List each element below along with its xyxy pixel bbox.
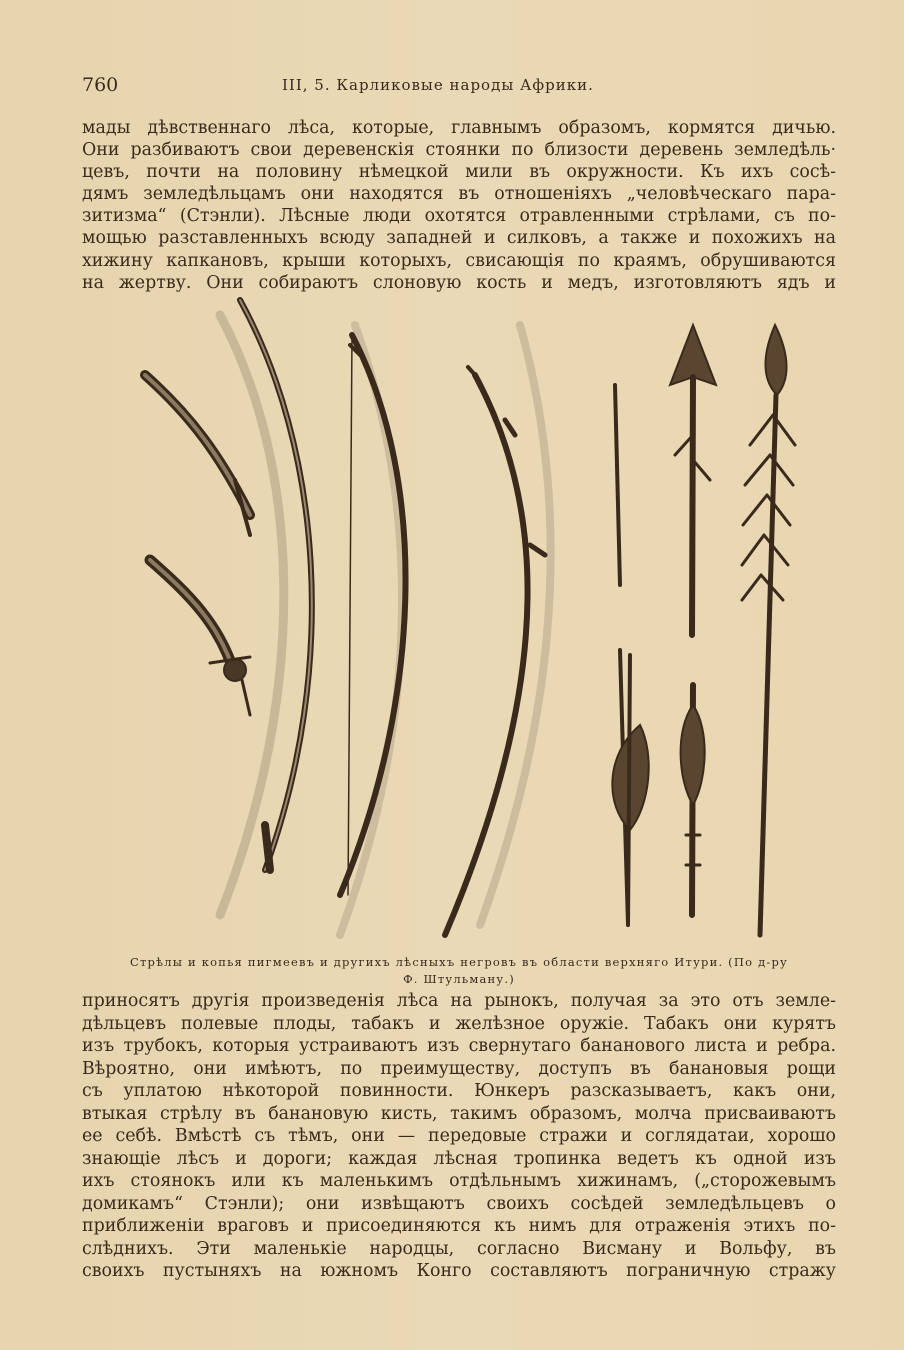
top-paragraph <box>82 117 836 294</box>
arrow-fragment-lower <box>150 560 250 715</box>
text-line: приближеніи враговъ и присоединяются къ нимъ для отраженія этихъ по- <box>82 1216 836 1236</box>
bow-two <box>340 335 406 895</box>
figure-caption <box>82 954 836 988</box>
thin-arrow <box>615 385 620 585</box>
text-line: хижину капкановъ, крыши которыхъ, свисающія по краямъ, обрушиваются <box>82 250 836 271</box>
text-line: домикамъ“ Стэнли); они извѣщаютъ своихъ сосѣдей земледѣльцевъ о <box>82 1193 836 1214</box>
faded-bow-arc <box>480 325 551 925</box>
caption-line: Стрѣлы и копья пигмеевъ и другихъ лѣсныхъ негровъ въ области верхняго Итури. (По д-ру <box>130 955 788 969</box>
bladed-spear-lower <box>612 655 648 925</box>
running-head: III, 5. Карликовые народы Африки. <box>282 76 594 94</box>
bottom-paragraph <box>82 990 836 1283</box>
text-line: знающіе лѣсъ и дороги; каждая лѣсная тропинка ведетъ къ одной изъ <box>82 1148 836 1169</box>
bladed-spear-right <box>681 685 705 915</box>
weapons-illustration <box>100 285 860 950</box>
page-number: 760 <box>82 74 119 96</box>
text-line: слѣднихъ. Эти маленькіе народцы, согласно Висману и Вольфу, въ <box>82 1238 836 1259</box>
bow-three <box>445 367 545 935</box>
page-header <box>82 74 836 100</box>
text-line: на жертву. Они собираютъ слоновую кость и медъ, изготовляютъ ядъ и <box>82 272 836 293</box>
text-line: дямъ земледѣльцамъ они находятся въ отношеніяхъ „человѣческаго пара- <box>82 184 836 205</box>
text-line: приносятъ другія произведенія лѣса на рынокъ, получая за это отъ земле- <box>82 991 836 1011</box>
text-line: изъ трубокъ, которыя устраиваютъ изъ свернутаго бананового листа и ребра. <box>82 1036 836 1056</box>
caption-line: Ф. Штульману.) <box>403 972 515 986</box>
leaf-spear <box>742 325 795 935</box>
barbed-spear <box>670 325 716 635</box>
text-line: ее себѣ. Вмѣстѣ съ тѣмъ, они — передовые стражи и соглядатаи, хорошо <box>82 1126 836 1146</box>
text-line: ихъ стоянокъ или къ маленькимъ отдѣльнымъ хижинамъ, („сторожевымъ <box>82 1171 836 1191</box>
text-line: Вѣроятно, они имѣютъ, по преимуществу, доступъ въ банановыя рощи <box>82 1058 836 1079</box>
text-line: втыкая стрѣлу въ банановую кисть, такимъ образомъ, молча присваиваютъ <box>82 1103 836 1124</box>
text-line: своихъ пустыняхъ на южномъ Конго составляютъ пограничную стражу <box>82 1261 836 1281</box>
text-line: мады дѣвственнаго лѣса, которые, главнымъ образомъ, кормятся дичью. <box>82 118 836 138</box>
faded-bow-arc <box>220 315 284 915</box>
text-line: цевъ, почти на половину нѣмецкой мили въ окружности. Къ ихъ сосѣ- <box>82 162 836 183</box>
text-line: дѣльцевъ полевые плоды, табакъ и желѣзное оружіе. Табакъ они курятъ <box>82 1013 836 1034</box>
text-line: Они разбиваютъ свои деревенскія стоянки по близости деревень земледѣль· <box>82 140 836 161</box>
text-line: съ уплатою нѣкоторой повинности. Юнкеръ разсказываетъ, какъ они, <box>82 1081 836 1101</box>
text-line: зитизма“ (Стэнли). Лѣсные люди охотятся отравленными стрѣлами, съ по- <box>82 206 836 227</box>
arrow-fragment-upper <box>145 375 250 535</box>
text-line: мощью разставленныхъ всюду западней и силковъ, а также и похожихъ на <box>82 228 836 249</box>
